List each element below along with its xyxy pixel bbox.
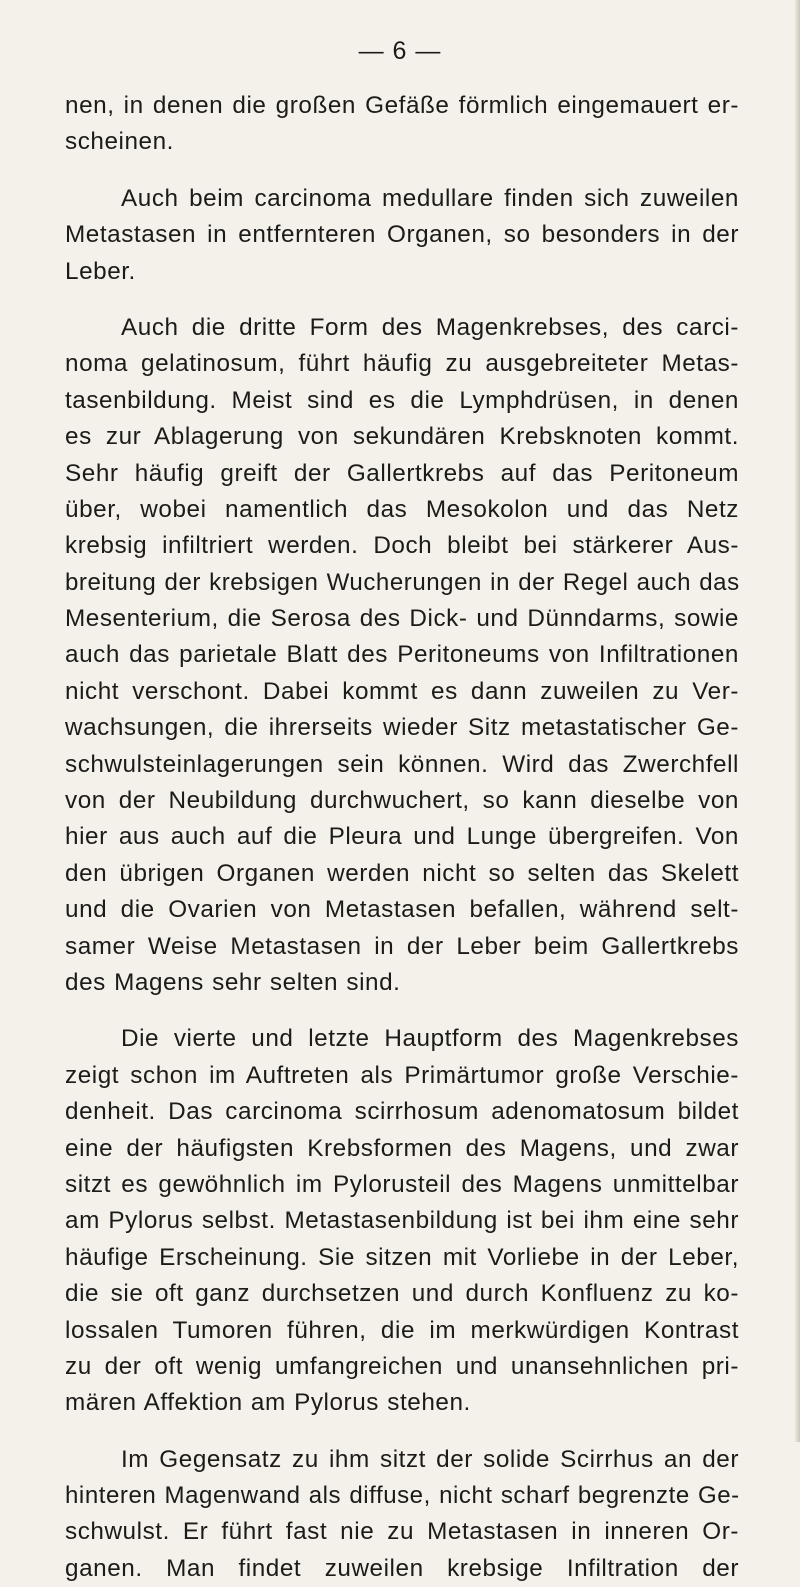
body-text bbox=[65, 88, 739, 1587]
text-line: eine der häufigsten Krebsformen des Magens, und zwar bbox=[65, 1134, 739, 1162]
text-line: Leber. bbox=[65, 257, 136, 285]
text-line: breitung der krebsigen Wucherungen in der Regel auch das bbox=[65, 568, 740, 596]
paragraph bbox=[65, 1442, 739, 1587]
text-line: noma gelatinosum, führt häufig zu ausgebreiteter Metas- bbox=[65, 350, 739, 378]
paragraph bbox=[65, 1021, 739, 1421]
paragraph bbox=[65, 310, 739, 1001]
text-line: Auch beim carcinoma medullare finden sich zuweilen bbox=[121, 184, 739, 212]
text-line: Im Gegensatz zu ihm sitzt der solide Scirrhus an der bbox=[121, 1445, 739, 1473]
text-line: schwulst. Er führt fast nie zu Metastasen in inneren Or- bbox=[65, 1518, 739, 1546]
text-line: nen, in denen die großen Gefäße förmlich eingemauert er- bbox=[65, 92, 739, 119]
text-line: Metastasen in entfernteren Organen, so besonders in der bbox=[65, 221, 739, 249]
text-line: ganen. Man findet zuweilen krebsige Infiltration der bbox=[65, 1554, 739, 1582]
text-line: scheinen. bbox=[65, 128, 174, 156]
paragraph bbox=[65, 88, 739, 161]
text-line: des Magens sehr selten sind. bbox=[65, 968, 401, 996]
text-line: wachsungen, die ihrerseits wieder Sitz metastatischer Ge- bbox=[65, 714, 739, 742]
text-line: denheit. Das carcinoma scirrhosum adenomatosum bildet bbox=[65, 1098, 739, 1126]
text-line: krebsig infiltriert werden. Doch bleibt bei stärkerer Aus- bbox=[65, 532, 739, 560]
text-line: tasenbildung. Meist sind es die Lymphdrüsen, in denen bbox=[65, 386, 739, 414]
text-line: hier aus auch auf die Pleura und Lunge übergreifen. Von bbox=[65, 823, 739, 851]
text-line: schwulsteinlagerungen sein können. Wird das Zwerchfell bbox=[65, 750, 739, 778]
text-line: auch das parietale Blatt des Peritoneums von Infiltrationen bbox=[65, 641, 739, 669]
text-line: Mesenterium, die Serosa des Dick- und Dünndarms, sowie bbox=[65, 605, 739, 633]
text-line: es zur Ablagerung von sekundären Krebsknoten kommt. bbox=[65, 423, 739, 451]
text-line: lossalen Tumoren führen, die im merkwürdigen Kontrast bbox=[65, 1316, 739, 1344]
text-line: zu der oft wenig umfangreichen und unansehnlichen pri- bbox=[65, 1352, 739, 1380]
text-line: zeigt schon im Auftreten als Primärtumor große Verschie- bbox=[65, 1061, 739, 1089]
text-line: Auch die dritte Form des Magenkrebses, des carci- bbox=[121, 313, 739, 341]
text-line: Die vierte und letzte Hauptform des Magenkrebses bbox=[121, 1025, 739, 1053]
text-line: am Pylorus selbst. Metastasenbildung ist bei ihm eine sehr bbox=[65, 1207, 739, 1235]
text-line: und die Ovarien von Metastasen befallen, während selt- bbox=[65, 896, 739, 924]
text-line: häufige Erscheinung. Sie sitzen mit Vorliebe in der Leber, bbox=[65, 1243, 739, 1271]
page-number: — 6 — bbox=[358, 37, 442, 65]
text-line: über, wobei namentlich das Mesokolon und das Netz bbox=[65, 495, 739, 523]
paragraph bbox=[65, 181, 739, 290]
text-line: Sehr häufig greift der Gallertkrebs auf das Peritoneum bbox=[65, 459, 739, 487]
text-line: nicht verschont. Dabei kommt es dann zuweilen zu Ver- bbox=[65, 677, 739, 705]
text-line: von der Neubildung durchwuchert, so kann dieselbe von bbox=[65, 787, 739, 815]
text-line: sitzt es gewöhnlich im Pylorusteil des Magens unmittelbar bbox=[65, 1170, 739, 1198]
page-edge-shadow bbox=[794, 0, 800, 1442]
text-line: hinteren Magenwand als diffuse, nicht scharf begrenzte Ge- bbox=[65, 1482, 740, 1510]
text-line: samer Weise Metastasen in der Leber beim Gallertkrebs bbox=[65, 932, 739, 960]
text-line: die sie oft ganz durchsetzen und durch Konfluenz zu ko- bbox=[65, 1280, 739, 1308]
text-line: mären Affektion am Pylorus stehen. bbox=[65, 1389, 471, 1417]
text-line: den übrigen Organen werden nicht so selten das Skelett bbox=[65, 859, 739, 887]
